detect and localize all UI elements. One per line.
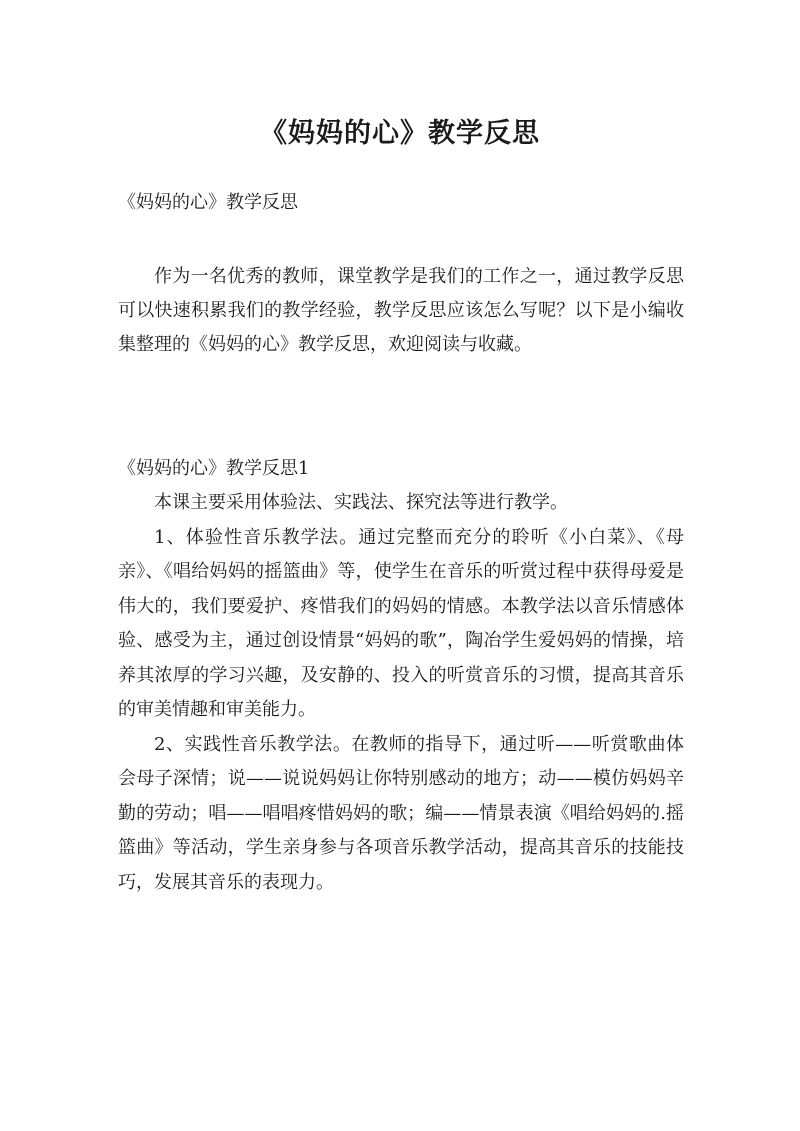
document-subtitle: 《妈妈的心》教学反思	[118, 192, 298, 213]
document-title: 《妈妈的心》教学反思	[260, 118, 540, 150]
body-paragraph: 2、实践性音乐教学法。在教师的指导下，通过听——听赏歌曲体会母子深情；说——说说妈妈让你特别感动的地方；动——模仿妈妈辛勤的劳动；唱——唱唱疼惜妈妈的歌；编——情景表演《唱给妈妈的.摇篮曲》等活动，学生亲身参与各项音乐教学活动，提高其音乐的技能技巧，发展其音乐的表现力。	[118, 733, 685, 893]
body-paragraph: 本课主要采用体验法、实践法、探究法等进行教学。	[154, 492, 568, 513]
section-1	[118, 452, 684, 900]
section-heading: 《妈妈的心》教学反思1	[118, 458, 310, 479]
body-paragraph: 1、体验性音乐教学法。通过完整而充分的聆听《小白菜》、《母亲》、《唱给妈妈的摇篮曲》等，使学生在音乐的听赏过程中获得母爱是伟大的，我们要爱护、疼惜我们的妈妈的情感。本教学法以音乐情感体验、感受为主，通过创设情景“妈妈的歌”，陶冶学生爱妈妈的情操，培养其浓厚的学习兴趣，及安静的、投入的听赏音乐的习惯，提高其音乐的审美情趣和审美能力。	[118, 526, 684, 720]
intro-paragraph: 作为一名优秀的教师，课堂教学是我们的工作之一，通过教学反思可以快速积累我们的教学经验，教学反思应该怎么写呢？以下是小编收集整理的《妈妈的心》教学反思，欢迎阅读与收藏。	[118, 266, 684, 355]
